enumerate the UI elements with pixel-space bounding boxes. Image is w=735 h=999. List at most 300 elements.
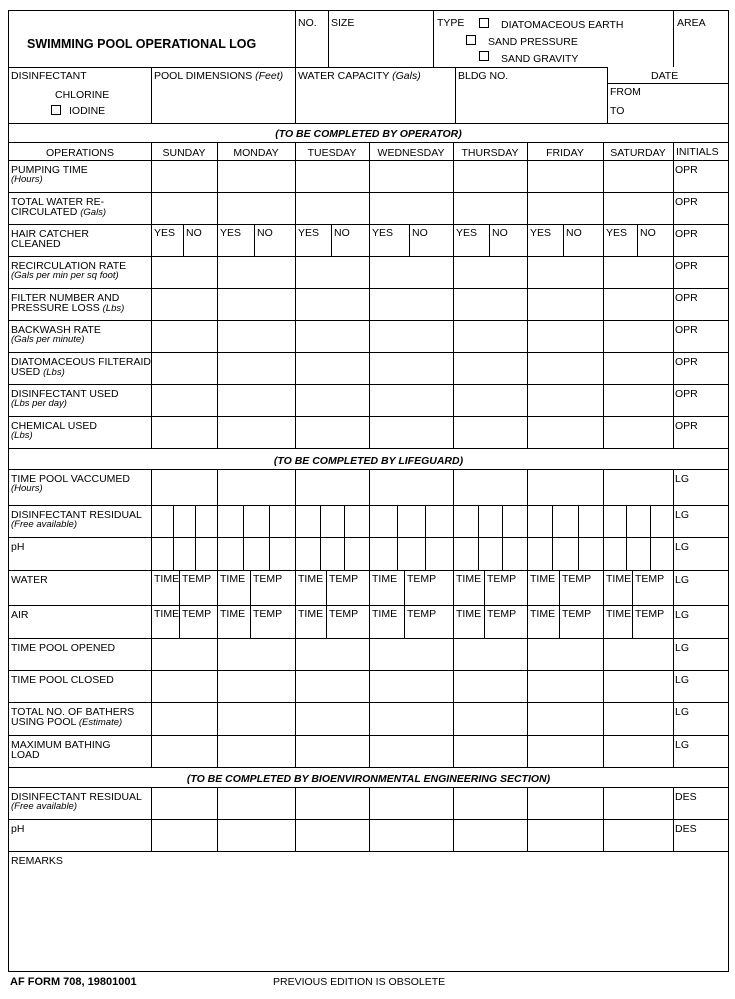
row-label: DISINFECTANT RESIDUAL (Free available) [11, 791, 142, 812]
entry-cell[interactable] [218, 703, 295, 735]
entry-cell[interactable] [370, 736, 453, 767]
row-initials: OPR [675, 356, 698, 368]
entry-cell[interactable] [604, 385, 673, 416]
entry-cell[interactable] [296, 703, 369, 735]
column-divider [453, 605, 454, 638]
entry-cell[interactable] [604, 820, 673, 851]
column-divider [673, 735, 674, 767]
column-divider [527, 505, 528, 537]
row-label: DISINFECTANT RESIDUAL (Free available) [11, 509, 142, 530]
entry-cell[interactable] [604, 353, 673, 384]
sub-label: YES [606, 227, 628, 239]
entry-cell[interactable] [152, 385, 217, 416]
sub-divider [502, 537, 503, 570]
column-divider [151, 537, 152, 570]
size-label: SIZE [331, 17, 355, 29]
sub-divider [320, 505, 321, 537]
row-initials: OPR [675, 228, 698, 240]
row-label: RECIRCULATION RATE (Gals per min per sq foot) [11, 260, 127, 281]
entry-cell[interactable] [370, 161, 453, 192]
row-initials: LG [675, 642, 690, 654]
row-initials: OPR [675, 164, 698, 176]
entry-cell[interactable] [218, 639, 295, 670]
sub-label: NO [334, 227, 350, 239]
row-label: PUMPING TIME (Hours) [11, 164, 88, 185]
column-divider [673, 416, 674, 448]
entry-cell[interactable] [454, 703, 527, 735]
row-initials: OPR [675, 196, 698, 208]
sub-label: TIME [298, 608, 324, 620]
sub-label: TIME [372, 608, 398, 620]
row-label: DISINFECTANT USED (Lbs per day) [11, 388, 119, 409]
sub-divider [397, 505, 398, 537]
column-divider [673, 819, 674, 851]
column-divider [673, 288, 674, 320]
sub-label: TEMP [487, 573, 517, 585]
operational-log-form [8, 10, 729, 972]
sub-label: YES [154, 227, 176, 239]
sub-divider [559, 570, 560, 605]
entry-cell[interactable] [370, 788, 453, 819]
day-header: MONDAY [233, 147, 279, 159]
sub-label: TEMP [253, 573, 283, 585]
row-label: HAIR CATCHER CLEANED [11, 228, 89, 250]
sub-label: TIME [372, 573, 398, 585]
entry-cell[interactable] [296, 161, 369, 192]
sub-divider [243, 537, 244, 570]
type-sand-gravity-checkbox[interactable] [479, 51, 489, 61]
row-divider [9, 767, 728, 768]
entry-cell[interactable] [152, 321, 217, 352]
row-initials: OPR [675, 292, 698, 304]
entry-cell[interactable] [604, 736, 673, 767]
entry-cell[interactable] [152, 417, 217, 448]
entry-cell[interactable] [528, 639, 603, 670]
sub-label: NO [566, 227, 582, 239]
sub-divider [250, 605, 251, 638]
row-label: TOTAL WATER RE- CIRCULATED (Gals) [11, 196, 107, 218]
column-divider [603, 224, 604, 256]
entry-cell[interactable] [152, 289, 217, 320]
operations-header: OPERATIONS [45, 147, 115, 159]
entry-cell[interactable] [218, 353, 295, 384]
sub-divider [637, 224, 638, 256]
row-initials: LG [675, 541, 690, 553]
section-lifeguard: (TO BE COMPLETED BY LIFEGUARD) [273, 455, 464, 467]
entry-cell[interactable] [528, 703, 603, 735]
column-divider [453, 224, 454, 256]
entry-cell[interactable] [296, 639, 369, 670]
sub-divider [552, 505, 553, 537]
row-initials: LG [675, 706, 690, 718]
column-divider [217, 605, 218, 638]
entry-cell[interactable] [152, 820, 217, 851]
entry-cell[interactable] [370, 639, 453, 670]
sub-label: YES [298, 227, 320, 239]
sub-divider [502, 505, 503, 537]
entry-cell[interactable] [604, 671, 673, 702]
column-divider [369, 537, 370, 570]
entry-cell[interactable] [296, 820, 369, 851]
column-divider [369, 224, 370, 256]
sub-divider [425, 505, 426, 537]
entry-cell[interactable] [528, 321, 603, 352]
column-divider [295, 505, 296, 537]
column-divider [453, 537, 454, 570]
row-initials: LG [675, 574, 690, 586]
column-divider [295, 570, 296, 605]
entry-cell[interactable] [604, 470, 673, 505]
row-label: WATER [11, 574, 48, 586]
sub-label: TIME [220, 608, 246, 620]
column-divider [673, 384, 674, 416]
sub-divider [632, 570, 633, 605]
entry-cell[interactable] [604, 161, 673, 192]
sub-label: TEMP [407, 608, 437, 620]
date-label: DATE [651, 70, 679, 82]
entry-cell[interactable] [370, 321, 453, 352]
entry-cell[interactable] [218, 736, 295, 767]
column-divider [673, 787, 674, 819]
date-from-label: FROM [610, 86, 641, 98]
entry-cell[interactable] [218, 820, 295, 851]
column-divider [673, 638, 674, 670]
column-divider [217, 570, 218, 605]
entry-cell[interactable] [454, 321, 527, 352]
sub-label: TEMP [487, 608, 517, 620]
column-divider [527, 224, 528, 256]
sub-label: NO [257, 227, 273, 239]
type-label: TYPE [437, 17, 465, 29]
area-label: AREA [677, 17, 706, 29]
entry-cell[interactable] [528, 257, 603, 288]
sub-divider [320, 537, 321, 570]
entry-cell[interactable] [528, 289, 603, 320]
entry-cell[interactable] [218, 193, 295, 224]
sub-divider [563, 224, 564, 256]
entry-cell[interactable] [218, 289, 295, 320]
entry-cell[interactable] [218, 321, 295, 352]
column-divider [217, 505, 218, 537]
sub-label: TIME [456, 573, 482, 585]
column-divider [673, 469, 674, 505]
column-divider [217, 224, 218, 256]
row-initials: DES [675, 823, 697, 835]
row-label: TIME POOL CLOSED [11, 674, 114, 686]
entry-cell[interactable] [454, 161, 527, 192]
sub-divider [650, 537, 651, 570]
sub-divider [425, 537, 426, 570]
column-divider [295, 537, 296, 570]
entry-cell[interactable] [296, 671, 369, 702]
column-divider [453, 570, 454, 605]
water-capacity-label: WATER CAPACITY (Gals) [298, 70, 421, 82]
sub-label: TEMP [635, 573, 665, 585]
row-label: TIME POOL VACCUMED (Hours) [11, 473, 131, 494]
remarks-field[interactable] [10, 863, 727, 969]
row-initials: LG [675, 609, 690, 621]
entry-cell[interactable] [454, 385, 527, 416]
row-initials: OPR [675, 388, 698, 400]
entry-cell[interactable] [454, 788, 527, 819]
entry-cell[interactable] [296, 321, 369, 352]
entry-cell[interactable] [604, 193, 673, 224]
entry-cell[interactable] [604, 788, 673, 819]
entry-cell[interactable] [152, 703, 217, 735]
column-divider [673, 537, 674, 570]
entry-cell[interactable] [152, 788, 217, 819]
entry-cell[interactable] [370, 703, 453, 735]
entry-cell[interactable] [454, 639, 527, 670]
entry-cell[interactable] [152, 161, 217, 192]
column-divider [673, 505, 674, 537]
entry-cell[interactable] [528, 353, 603, 384]
sub-label: YES [372, 227, 394, 239]
sub-divider [326, 605, 327, 638]
column-divider [673, 605, 674, 638]
entry-cell[interactable] [218, 161, 295, 192]
entry-cell[interactable] [296, 353, 369, 384]
sub-label: NO [412, 227, 428, 239]
column-divider [527, 537, 528, 570]
entry-cell[interactable] [528, 820, 603, 851]
sub-divider [404, 605, 405, 638]
sub-label: TIME [530, 573, 556, 585]
sub-divider [484, 570, 485, 605]
type-diatomaceous-checkbox[interactable] [479, 18, 489, 28]
entry-cell[interactable] [370, 193, 453, 224]
entry-cell[interactable] [218, 788, 295, 819]
column-divider [603, 570, 604, 605]
sub-label: NO [640, 227, 656, 239]
sub-label: TEMP [562, 608, 592, 620]
sub-divider [269, 537, 270, 570]
sub-divider [559, 605, 560, 638]
row-divider [9, 851, 728, 852]
entry-cell[interactable] [296, 385, 369, 416]
entry-cell[interactable] [454, 257, 527, 288]
entry-cell[interactable] [218, 470, 295, 505]
entry-cell[interactable] [370, 470, 453, 505]
sub-label: TEMP [329, 608, 359, 620]
sub-divider [578, 505, 579, 537]
entry-cell[interactable] [528, 417, 603, 448]
sub-label: YES [530, 227, 552, 239]
entry-cell[interactable] [152, 671, 217, 702]
form-id: AF FORM 708, 19801001 [10, 976, 137, 988]
entry-cell[interactable] [370, 385, 453, 416]
sub-divider [626, 505, 627, 537]
sub-label: YES [456, 227, 478, 239]
entry-cell[interactable] [454, 671, 527, 702]
row-initials: OPR [675, 420, 698, 432]
day-header: TUESDAY [307, 147, 357, 159]
day-header: SUNDAY [162, 147, 206, 159]
entry-cell[interactable] [454, 353, 527, 384]
entry-cell[interactable] [218, 671, 295, 702]
sub-label: TEMP [407, 573, 437, 585]
entry-cell[interactable] [152, 470, 217, 505]
entry-cell[interactable] [296, 289, 369, 320]
type-option-sand-pressure: SAND PRESSURE [488, 36, 578, 48]
row-label: DIATOMACEOUS FILTERAID USED (Lbs) [11, 356, 152, 378]
sub-label: TIME [530, 608, 556, 620]
entry-cell[interactable] [454, 470, 527, 505]
entry-cell[interactable] [296, 257, 369, 288]
sub-label: TIME [154, 573, 180, 585]
entry-cell[interactable] [528, 788, 603, 819]
column-divider [673, 256, 674, 288]
date-to-label: TO [610, 105, 625, 117]
sub-label: TEMP [253, 608, 283, 620]
entry-cell[interactable] [454, 417, 527, 448]
entry-cell[interactable] [370, 353, 453, 384]
row-label: AIR [11, 609, 29, 621]
sub-divider [632, 605, 633, 638]
entry-cell[interactable] [604, 257, 673, 288]
sub-label: TEMP [329, 573, 359, 585]
entry-cell[interactable] [218, 385, 295, 416]
entry-cell[interactable] [218, 257, 295, 288]
entry-cell[interactable] [454, 820, 527, 851]
sub-divider [173, 537, 174, 570]
no-label: NO. [298, 17, 317, 29]
disinfectant-chlorine-option: CHLORINE [55, 89, 110, 101]
entry-cell[interactable] [296, 788, 369, 819]
sub-divider [344, 537, 345, 570]
obsolete-note: PREVIOUS EDITION IS OBSOLETE [273, 976, 446, 988]
sub-label: TIME [606, 573, 632, 585]
sub-divider [489, 224, 490, 256]
row-divider [9, 448, 728, 449]
section-operator: (TO BE COMPLETED BY OPERATOR) [275, 128, 462, 140]
sub-divider [552, 537, 553, 570]
sub-divider [269, 505, 270, 537]
pool-dimensions-label: POOL DIMENSIONS (Feet) [154, 70, 284, 82]
entry-cell[interactable] [370, 671, 453, 702]
column-divider [673, 320, 674, 352]
sub-label: TEMP [635, 608, 665, 620]
entry-cell[interactable] [454, 193, 527, 224]
entry-cell[interactable] [370, 257, 453, 288]
column-divider [603, 537, 604, 570]
row-initials: OPR [675, 324, 698, 336]
entry-cell[interactable] [528, 671, 603, 702]
sub-label: NO [492, 227, 508, 239]
entry-cell[interactable] [152, 353, 217, 384]
row-initials: LG [675, 674, 690, 686]
type-sand-pressure-checkbox[interactable] [466, 35, 476, 45]
sub-divider [404, 570, 405, 605]
sub-divider [254, 224, 255, 256]
sub-divider [578, 537, 579, 570]
column-divider [151, 605, 152, 638]
entry-cell[interactable] [528, 470, 603, 505]
entry-cell[interactable] [604, 639, 673, 670]
sub-divider [183, 224, 184, 256]
column-divider [295, 605, 296, 638]
entry-cell[interactable] [528, 385, 603, 416]
sub-label: TIME [220, 573, 246, 585]
entry-cell[interactable] [296, 470, 369, 505]
day-header: FRIDAY [546, 147, 584, 159]
row-initials: DES [675, 791, 697, 803]
entry-cell[interactable] [152, 639, 217, 670]
type-option-diatomaceous: DIATOMACEOUS EARTH [501, 19, 624, 31]
column-divider [151, 570, 152, 605]
entry-cell[interactable] [370, 417, 453, 448]
column-divider [453, 505, 454, 537]
row-initials: OPR [675, 260, 698, 272]
entry-cell[interactable] [152, 736, 217, 767]
row-label: pH [11, 823, 25, 835]
day-header: WEDNESDAY [377, 147, 445, 159]
column-divider [673, 702, 674, 735]
row-label: BACKWASH RATE (Gals per minute) [11, 324, 101, 345]
disinfectant-label: DISINFECTANT [11, 70, 87, 82]
sub-divider [179, 605, 180, 638]
sub-divider [179, 570, 180, 605]
entry-cell[interactable] [528, 736, 603, 767]
entry-cell[interactable] [296, 736, 369, 767]
column-divider [369, 570, 370, 605]
day-header: THURSDAY [461, 147, 519, 159]
sub-divider [331, 224, 332, 256]
sub-label: TEMP [562, 573, 592, 585]
sub-divider [484, 605, 485, 638]
entry-cell[interactable] [604, 703, 673, 735]
sub-divider [626, 537, 627, 570]
column-divider [673, 142, 674, 160]
row-label: FILTER NUMBER AND PRESSURE LOSS (Lbs) [11, 292, 125, 314]
iodine-checkbox[interactable] [51, 105, 61, 115]
entry-cell[interactable] [152, 257, 217, 288]
initials-header: INITIALS [676, 146, 719, 158]
entry-cell[interactable] [152, 193, 217, 224]
entry-cell[interactable] [454, 736, 527, 767]
remarks-label: REMARKS [11, 855, 63, 867]
entry-cell[interactable] [454, 289, 527, 320]
day-header: SATURDAY [610, 147, 666, 159]
entry-cell[interactable] [604, 289, 673, 320]
sub-label: TIME [154, 608, 180, 620]
entry-cell[interactable] [604, 321, 673, 352]
row-label: pH [11, 541, 25, 553]
column-divider [673, 570, 674, 605]
sub-divider [326, 570, 327, 605]
entry-cell[interactable] [528, 193, 603, 224]
entry-cell[interactable] [296, 417, 369, 448]
entry-cell[interactable] [218, 417, 295, 448]
entry-cell[interactable] [370, 820, 453, 851]
sub-divider [478, 537, 479, 570]
row-label: CHEMICAL USED (Lbs) [11, 420, 97, 441]
entry-cell[interactable] [528, 161, 603, 192]
entry-cell[interactable] [604, 417, 673, 448]
entry-cell[interactable] [370, 289, 453, 320]
sub-divider [409, 224, 410, 256]
column-divider [603, 605, 604, 638]
sub-label: YES [220, 227, 242, 239]
sub-divider [243, 505, 244, 537]
column-divider [151, 224, 152, 256]
sub-label: NO [186, 227, 202, 239]
column-divider [673, 192, 674, 224]
sub-divider [195, 537, 196, 570]
column-divider [527, 570, 528, 605]
entry-cell[interactable] [296, 193, 369, 224]
sub-label: TEMP [182, 608, 212, 620]
